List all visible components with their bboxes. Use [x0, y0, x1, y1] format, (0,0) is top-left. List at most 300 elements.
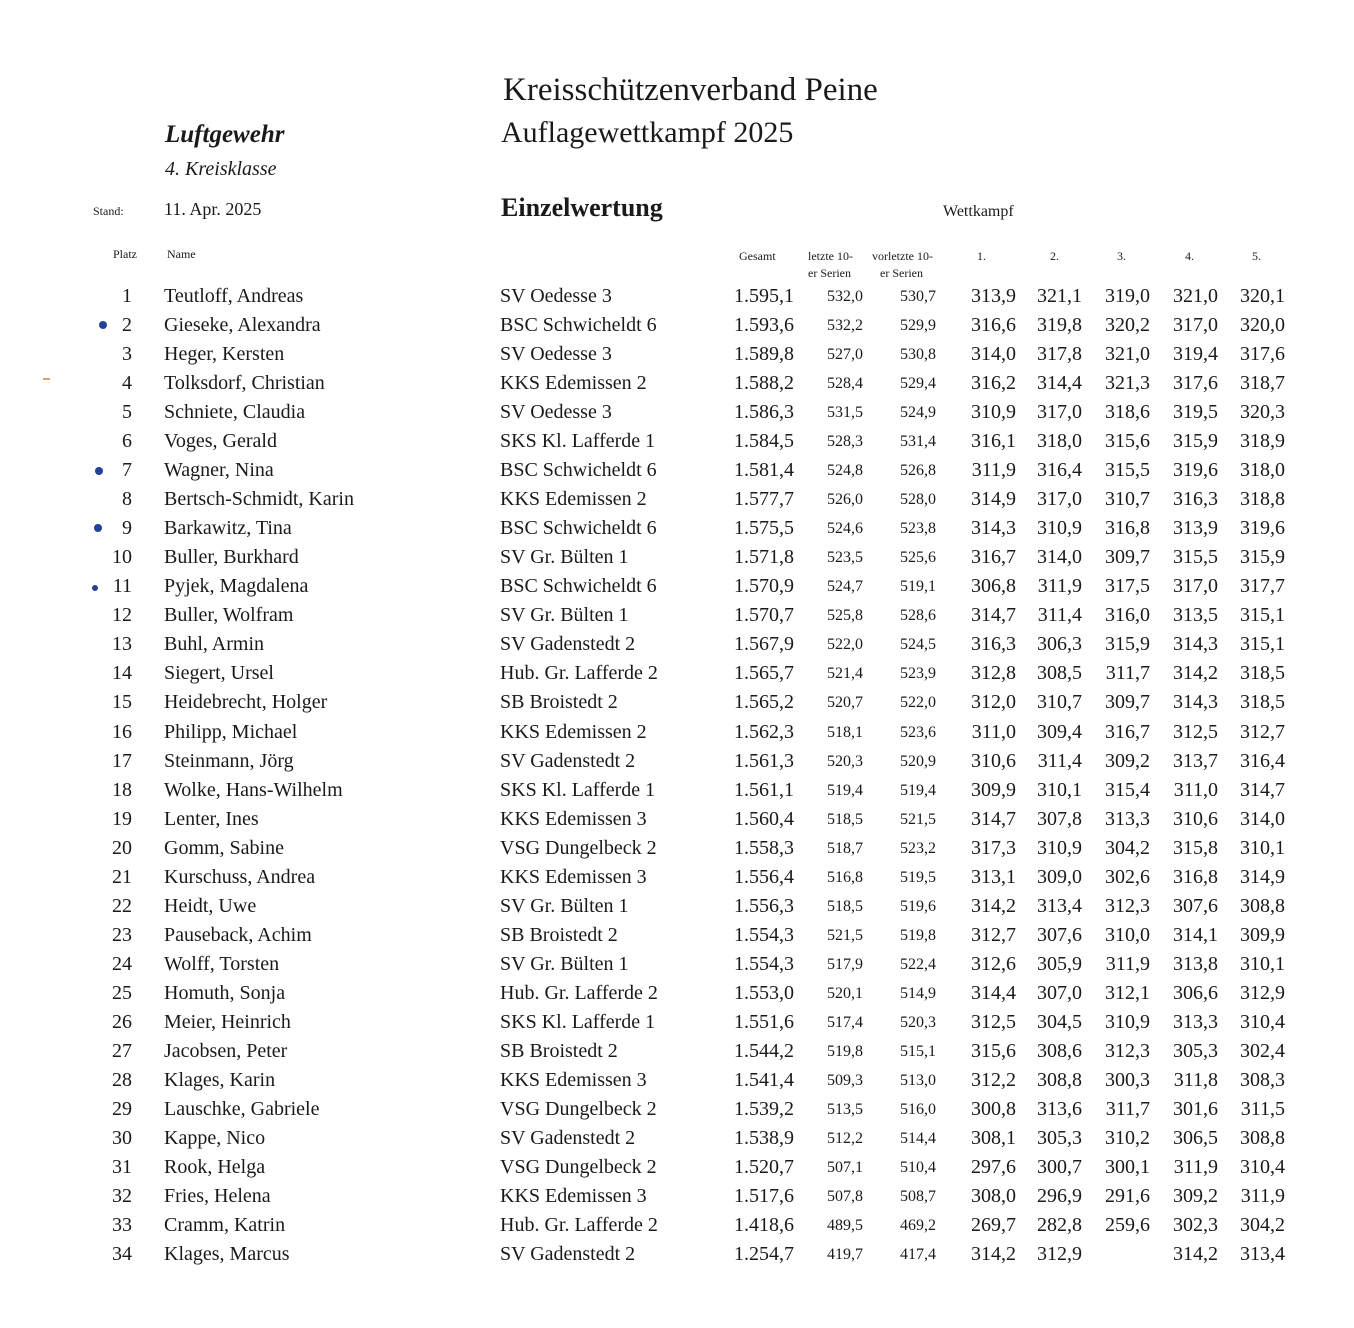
table-row: [0, 314, 1354, 343]
row-wettkampf-1: 314,2: [971, 894, 1016, 917]
class-label: 4. Kreisklasse: [165, 158, 277, 180]
row-name: Siegert, Ursel: [164, 662, 274, 685]
row-gesamt: 1.554,3: [734, 952, 794, 975]
table-row: [0, 343, 1354, 372]
table-row: [0, 750, 1354, 779]
row-platz: 22: [112, 894, 132, 917]
row-wettkampf-2: 308,8: [1037, 1068, 1082, 1091]
row-gesamt: 1.556,4: [734, 865, 794, 888]
row-wettkampf-1: 312,5: [971, 1010, 1016, 1033]
row-wettkampf-4: 319,4: [1173, 343, 1218, 366]
row-name: Lauschke, Gabriele: [164, 1097, 320, 1120]
row-wettkampf-5: 311,5: [1240, 1097, 1285, 1120]
row-verein: SB Broistedt 2: [500, 923, 618, 946]
row-gesamt: 1.560,4: [734, 807, 794, 830]
row-letzte: 507,8: [827, 1187, 863, 1205]
row-wettkampf-1: 312,0: [971, 691, 1016, 714]
row-gesamt: 1.567,9: [734, 633, 794, 656]
col-letzte-2: er Serien: [808, 266, 851, 280]
table-row: [0, 924, 1354, 953]
marker-dot: [94, 524, 102, 532]
marker-dot: [95, 467, 103, 475]
table-row: [0, 1127, 1354, 1156]
row-name: Wolff, Torsten: [164, 952, 280, 975]
row-wettkampf-1: 314,3: [971, 517, 1016, 540]
row-vorletzte: 524,5: [900, 636, 936, 654]
row-wettkampf-1: 310,9: [971, 401, 1016, 424]
row-platz: 29: [112, 1097, 132, 1120]
row-wettkampf-5: 315,1: [1240, 604, 1285, 627]
row-verein: KKS Edemissen 3: [500, 865, 647, 888]
row-verein: BSC Schwicheldt 6: [500, 459, 657, 482]
table-row: [0, 1098, 1354, 1127]
row-wettkampf-5: 315,1: [1240, 633, 1285, 656]
row-platz: 7: [122, 459, 132, 482]
row-gesamt: 1.539,2: [734, 1097, 794, 1120]
table-row: [0, 401, 1354, 430]
row-gesamt: 1.554,3: [734, 923, 794, 946]
row-vorletzte: 530,8: [900, 346, 936, 364]
marker-dot: [99, 321, 107, 329]
row-vorletzte: 529,4: [900, 375, 936, 393]
row-gesamt: 1.544,2: [734, 1039, 794, 1062]
row-platz: 10: [112, 546, 132, 569]
row-wettkampf-1: 300,8: [971, 1097, 1016, 1120]
row-platz: 6: [122, 430, 132, 453]
row-wettkampf-5: 317,6: [1240, 343, 1285, 366]
table-row: [0, 546, 1354, 575]
row-wettkampf-5: 308,3: [1240, 1068, 1285, 1091]
row-verein: SB Broistedt 2: [500, 1039, 618, 1062]
row-letzte: 532,2: [827, 317, 863, 334]
row-gesamt: 1.584,5: [734, 430, 794, 453]
row-vorletzte: 469,2: [900, 1217, 936, 1234]
row-wettkampf-3: 310,2: [1105, 1126, 1150, 1149]
table-row: [0, 1011, 1354, 1040]
row-wettkampf-2: 282,8: [1037, 1214, 1082, 1236]
row-wettkampf-1: 314,4: [971, 981, 1016, 1004]
row-wettkampf-1: 314,7: [971, 807, 1016, 830]
row-verein: SV Gr. Bülten 1: [500, 894, 629, 917]
row-wettkampf-4: 301,6: [1173, 1097, 1218, 1120]
table-row: [0, 488, 1354, 517]
row-platz: 33: [112, 1214, 132, 1236]
row-name: Jacobsen, Peter: [164, 1039, 288, 1062]
row-wettkampf-1: 310,6: [971, 749, 1016, 772]
row-wettkampf-5: 318,7: [1240, 372, 1285, 395]
row-gesamt: 1.575,5: [734, 517, 794, 540]
table-row: [0, 691, 1354, 720]
table-row: [0, 633, 1354, 662]
row-wettkampf-3: 317,5: [1105, 575, 1150, 598]
row-letzte: 528,4: [827, 375, 863, 393]
row-platz: 23: [112, 923, 132, 946]
row-wettkampf-5: 314,7: [1240, 778, 1285, 801]
row-name: Rook, Helga: [164, 1155, 266, 1178]
row-wettkampf-5: 320,3: [1240, 401, 1285, 424]
row-letzte: 519,8: [827, 1042, 863, 1060]
row-wettkampf-5: 311,9: [1240, 1184, 1285, 1207]
row-vorletzte: 523,8: [900, 520, 936, 538]
row-name: Lenter, Ines: [164, 807, 259, 830]
row-wettkampf-4: 314,1: [1173, 923, 1218, 946]
col-w4: 4.: [1185, 249, 1194, 263]
row-verein: KKS Edemissen 2: [500, 720, 647, 743]
row-wettkampf-1: 308,0: [971, 1184, 1016, 1207]
row-letzte: 507,1: [827, 1158, 863, 1176]
row-vorletzte: 514,4: [900, 1129, 936, 1147]
row-wettkampf-5: 317,7: [1240, 575, 1285, 598]
row-name: Gomm, Sabine: [164, 836, 284, 859]
row-letzte: 524,8: [827, 462, 863, 480]
row-platz: 20: [112, 836, 132, 859]
row-letzte: 517,4: [827, 1013, 863, 1031]
row-verein: SV Oedesse 3: [500, 401, 612, 424]
row-vorletzte: 519,5: [900, 868, 936, 886]
row-wettkampf-1: 312,8: [971, 662, 1016, 685]
row-verein: SV Gadenstedt 2: [500, 633, 636, 656]
row-verein: VSG Dungelbeck 2: [500, 1155, 657, 1178]
row-verein: KKS Edemissen 2: [500, 372, 647, 395]
row-wettkampf-2: 314,4: [1037, 372, 1082, 395]
row-wettkampf-4: 302,3: [1173, 1214, 1218, 1236]
row-wettkampf-3: 304,2: [1105, 836, 1150, 859]
table-row: [0, 1156, 1354, 1185]
row-wettkampf-4: 311,8: [1173, 1068, 1218, 1091]
row-wettkampf-4: 310,6: [1173, 807, 1218, 830]
row-wettkampf-4: 313,7: [1173, 749, 1218, 772]
row-wettkampf-4: 316,3: [1173, 488, 1218, 511]
row-verein: Hub. Gr. Lafferde 2: [500, 662, 658, 685]
row-wettkampf-5: 312,7: [1240, 720, 1285, 743]
row-platz: 31: [112, 1155, 132, 1178]
row-wettkampf-1: 312,6: [971, 952, 1016, 975]
row-platz: 2: [122, 314, 132, 336]
row-wettkampf-2: 319,8: [1037, 314, 1082, 336]
table-row: [0, 1185, 1354, 1214]
row-wettkampf-2: 306,3: [1037, 633, 1082, 656]
table-row: [0, 285, 1354, 314]
row-wettkampf-4: 314,2: [1173, 662, 1218, 685]
row-name: Heger, Kersten: [164, 343, 285, 366]
row-wettkampf-1: 316,2: [971, 372, 1016, 395]
competition-title: Auflagewettkampf 2025: [501, 116, 794, 149]
row-letzte: 519,4: [827, 781, 863, 799]
organization-title: Kreisschützenverband Peine: [503, 72, 878, 108]
col-w3: 3.: [1117, 249, 1126, 263]
row-wettkampf-3: 311,7: [1105, 662, 1150, 685]
col-w2: 2.: [1050, 249, 1059, 263]
row-wettkampf-2: 307,0: [1037, 981, 1082, 1004]
col-vorletzte-2: er Serien: [880, 266, 923, 280]
row-name: Barkawitz, Tina: [164, 517, 292, 540]
row-platz: 3: [122, 343, 132, 366]
row-verein: SV Gadenstedt 2: [500, 1126, 636, 1149]
row-wettkampf-3: 319,0: [1105, 285, 1150, 307]
row-wettkampf-5: 310,4: [1240, 1155, 1285, 1178]
row-name: Meier, Heinrich: [164, 1010, 291, 1033]
table-row: [0, 953, 1354, 982]
row-wettkampf-2: 310,7: [1037, 691, 1082, 714]
row-wettkampf-2: 311,9: [1037, 575, 1082, 598]
row-platz: 12: [112, 604, 132, 627]
table-row: [0, 721, 1354, 750]
row-wettkampf-5: 308,8: [1240, 894, 1285, 917]
row-wettkampf-3: 310,0: [1105, 923, 1150, 946]
row-platz: 28: [112, 1068, 132, 1091]
stand-label: Stand:: [93, 204, 124, 218]
row-gesamt: 1.551,6: [734, 1010, 794, 1033]
row-wettkampf-5: 319,6: [1240, 517, 1285, 540]
row-verein: SV Oedesse 3: [500, 343, 612, 366]
row-wettkampf-4: 313,8: [1173, 952, 1218, 975]
row-verein: SKS Kl. Lafferde 1: [500, 778, 656, 801]
row-letzte: 518,5: [827, 810, 863, 828]
row-verein: SKS Kl. Lafferde 1: [500, 430, 656, 453]
row-letzte: 419,7: [827, 1246, 863, 1263]
row-wettkampf-3: 318,6: [1105, 401, 1150, 424]
row-wettkampf-3: 320,2: [1105, 314, 1150, 336]
row-platz: 27: [112, 1039, 132, 1062]
row-wettkampf-1: 316,7: [971, 546, 1016, 569]
row-letzte: 516,8: [827, 868, 863, 886]
row-verein: Hub. Gr. Lafferde 2: [500, 1214, 658, 1236]
row-wettkampf-2: 312,9: [1037, 1243, 1082, 1265]
row-gesamt: 1.593,6: [734, 314, 794, 336]
row-wettkampf-2: 317,0: [1037, 401, 1082, 424]
row-verein: SV Gadenstedt 2: [500, 1243, 636, 1265]
row-wettkampf-3: 312,3: [1105, 1039, 1150, 1062]
row-wettkampf-1: 316,6: [971, 314, 1016, 336]
row-wettkampf-3: 315,4: [1105, 778, 1150, 801]
row-wettkampf-2: 296,9: [1037, 1184, 1082, 1207]
row-wettkampf-2: 318,0: [1037, 430, 1082, 453]
row-name: Cramm, Katrin: [164, 1214, 286, 1236]
scan-mark: [43, 378, 50, 380]
row-wettkampf-1: 315,6: [971, 1039, 1016, 1062]
row-name: Pauseback, Achim: [164, 923, 312, 946]
row-vorletzte: 520,9: [900, 752, 936, 770]
row-letzte: 520,7: [827, 694, 863, 712]
row-platz: 8: [122, 488, 132, 511]
table-row: [0, 895, 1354, 924]
row-wettkampf-3: 291,6: [1105, 1184, 1150, 1207]
row-verein: KKS Edemissen 3: [500, 1184, 647, 1207]
row-wettkampf-4: 317,6: [1173, 372, 1218, 395]
row-vorletzte: 523,2: [900, 839, 936, 857]
row-letzte: 528,3: [827, 433, 863, 451]
row-wettkampf-5: 314,0: [1240, 807, 1285, 830]
row-wettkampf-5: 318,5: [1240, 662, 1285, 685]
row-wettkampf-4: 317,0: [1173, 575, 1218, 598]
row-gesamt: 1.541,4: [734, 1068, 794, 1091]
row-name: Wolke, Hans-Wilhelm: [164, 778, 343, 801]
row-name: Buller, Burkhard: [164, 546, 299, 569]
row-vorletzte: 523,9: [900, 665, 936, 683]
row-vorletzte: 519,4: [900, 781, 936, 799]
section-title: Einzelwertung: [501, 193, 663, 222]
row-letzte: 532,0: [827, 288, 863, 305]
row-wettkampf-3: 300,3: [1105, 1068, 1150, 1091]
row-verein: BSC Schwicheldt 6: [500, 517, 657, 540]
row-vorletzte: 519,6: [900, 897, 936, 915]
row-vorletzte: 513,0: [900, 1071, 936, 1089]
row-name: Schniete, Claudia: [164, 401, 306, 424]
row-wettkampf-1: 308,1: [971, 1126, 1016, 1149]
wettkampf-label: Wettkampf: [943, 203, 1014, 220]
row-wettkampf-1: 311,0: [971, 720, 1016, 743]
row-wettkampf-2: 305,9: [1037, 952, 1082, 975]
row-wettkampf-3: 321,0: [1105, 343, 1150, 366]
row-gesamt: 1.538,9: [734, 1126, 794, 1149]
table-row: [0, 1040, 1354, 1069]
row-platz: 18: [112, 778, 132, 801]
row-verein: VSG Dungelbeck 2: [500, 836, 657, 859]
row-name: Pyjek, Magdalena: [164, 575, 309, 598]
row-letzte: 526,0: [827, 491, 863, 509]
row-wettkampf-1: 317,3: [971, 836, 1016, 859]
row-wettkampf-5: 313,4: [1240, 1243, 1285, 1265]
row-wettkampf-5: 318,0: [1240, 459, 1285, 482]
row-gesamt: 1.561,3: [734, 749, 794, 772]
row-wettkampf-1: 316,3: [971, 633, 1016, 656]
row-wettkampf-4: 319,5: [1173, 401, 1218, 424]
row-vorletzte: 531,4: [900, 433, 936, 451]
row-gesamt: 1.556,3: [734, 894, 794, 917]
row-gesamt: 1.520,7: [734, 1155, 794, 1178]
row-gesamt: 1.595,1: [734, 285, 794, 307]
row-name: Homuth, Sonja: [164, 981, 286, 1004]
row-wettkampf-4: 313,3: [1173, 1010, 1218, 1033]
row-wettkampf-5: 315,9: [1240, 546, 1285, 569]
table-row: [0, 779, 1354, 808]
row-wettkampf-3: 321,3: [1105, 372, 1150, 395]
row-name: Kappe, Nico: [164, 1126, 266, 1149]
row-wettkampf-4: 319,6: [1173, 459, 1218, 482]
row-verein: Hub. Gr. Lafferde 2: [500, 981, 658, 1004]
row-letzte: 520,1: [827, 984, 863, 1002]
row-wettkampf-4: 309,2: [1173, 1184, 1218, 1207]
row-wettkampf-4: 315,9: [1173, 430, 1218, 453]
row-wettkampf-3: 302,6: [1105, 865, 1150, 888]
row-vorletzte: 529,9: [900, 317, 936, 334]
row-wettkampf-3: 309,7: [1105, 546, 1150, 569]
row-wettkampf-5: 316,4: [1240, 749, 1285, 772]
row-wettkampf-4: 312,5: [1173, 720, 1218, 743]
row-wettkampf-1: 312,7: [971, 923, 1016, 946]
row-wettkampf-3: 312,3: [1105, 894, 1150, 917]
table-row: [0, 808, 1354, 837]
row-wettkampf-4: 313,9: [1173, 517, 1218, 540]
row-vorletzte: 417,4: [900, 1246, 936, 1263]
row-wettkampf-3: 311,7: [1105, 1097, 1150, 1120]
row-name: Gieseke, Alexandra: [164, 314, 321, 336]
row-wettkampf-3: 312,1: [1105, 981, 1150, 1004]
row-wettkampf-2: 314,0: [1037, 546, 1082, 569]
row-wettkampf-3: 310,7: [1105, 488, 1150, 511]
row-gesamt: 1.562,3: [734, 720, 794, 743]
row-wettkampf-1: 314,9: [971, 488, 1016, 511]
row-wettkampf-4: 315,5: [1173, 546, 1218, 569]
row-wettkampf-5: 309,9: [1240, 923, 1285, 946]
table-row: [0, 372, 1354, 401]
row-letzte: 523,5: [827, 549, 863, 567]
row-letzte: 518,1: [827, 723, 863, 741]
row-wettkampf-3: 300,1: [1105, 1155, 1150, 1178]
row-wettkampf-5: 310,4: [1240, 1010, 1285, 1033]
row-wettkampf-2: 305,3: [1037, 1126, 1082, 1149]
row-wettkampf-3: 315,6: [1105, 430, 1150, 453]
table-row: [0, 1214, 1354, 1243]
row-gesamt: 1.586,3: [734, 401, 794, 424]
row-wettkampf-5: 304,2: [1240, 1214, 1285, 1236]
row-wettkampf-5: 308,8: [1240, 1126, 1285, 1149]
row-vorletzte: 515,1: [900, 1042, 936, 1060]
row-name: Heidebrecht, Holger: [164, 691, 328, 714]
row-platz: 16: [112, 720, 132, 743]
row-wettkampf-4: 311,0: [1173, 778, 1218, 801]
row-vorletzte: 525,6: [900, 549, 936, 567]
row-platz: 9: [122, 517, 132, 540]
row-letzte: 531,5: [827, 404, 863, 422]
row-letzte: 512,2: [827, 1129, 863, 1147]
row-wettkampf-1: 312,2: [971, 1068, 1016, 1091]
row-letzte: 517,9: [827, 955, 863, 973]
row-platz: 25: [112, 981, 132, 1004]
row-gesamt: 1.577,7: [734, 488, 794, 511]
row-wettkampf-1: 316,1: [971, 430, 1016, 453]
row-gesamt: 1.517,6: [734, 1184, 794, 1207]
row-wettkampf-2: 308,6: [1037, 1039, 1082, 1062]
row-vorletzte: 523,6: [900, 723, 936, 741]
row-letzte: 524,6: [827, 520, 863, 538]
row-gesamt: 1.558,3: [734, 836, 794, 859]
row-platz: 26: [112, 1010, 132, 1033]
row-platz: 24: [112, 952, 132, 975]
table-row: [0, 982, 1354, 1011]
row-wettkampf-4: 315,8: [1173, 836, 1218, 859]
row-wettkampf-3: 259,6: [1105, 1214, 1150, 1236]
row-vorletzte: 516,0: [900, 1100, 936, 1118]
row-wettkampf-4: 314,3: [1173, 691, 1218, 714]
row-name: Kurschuss, Andrea: [164, 865, 316, 888]
row-name: Steinmann, Jörg: [164, 749, 294, 772]
row-wettkampf-2: 310,9: [1037, 836, 1082, 859]
row-name: Buhl, Armin: [164, 633, 265, 656]
row-verein: BSC Schwicheldt 6: [500, 314, 657, 336]
table-row: [0, 662, 1354, 691]
row-wettkampf-3: 309,2: [1105, 749, 1150, 772]
row-letzte: 513,5: [827, 1100, 863, 1118]
row-vorletzte: 521,5: [900, 810, 936, 828]
row-platz: 30: [112, 1126, 132, 1149]
col-vorletzte-1: vorletzte 10-: [872, 249, 933, 263]
row-platz: 34: [112, 1243, 132, 1265]
row-vorletzte: 528,0: [900, 491, 936, 509]
row-wettkampf-4: 307,6: [1173, 894, 1218, 917]
row-name: Klages, Karin: [164, 1068, 276, 1091]
row-wettkampf-2: 311,4: [1037, 749, 1082, 772]
row-letzte: 520,3: [827, 752, 863, 770]
row-verein: SKS Kl. Lafferde 1: [500, 1010, 656, 1033]
row-wettkampf-1: 311,9: [971, 459, 1016, 482]
discipline-label: Luftgewehr: [165, 121, 285, 148]
row-name: Voges, Gerald: [164, 430, 277, 453]
row-verein: SV Gadenstedt 2: [500, 749, 636, 772]
row-platz: 21: [112, 865, 132, 888]
row-gesamt: 1.570,7: [734, 604, 794, 627]
table-row: [0, 1069, 1354, 1098]
